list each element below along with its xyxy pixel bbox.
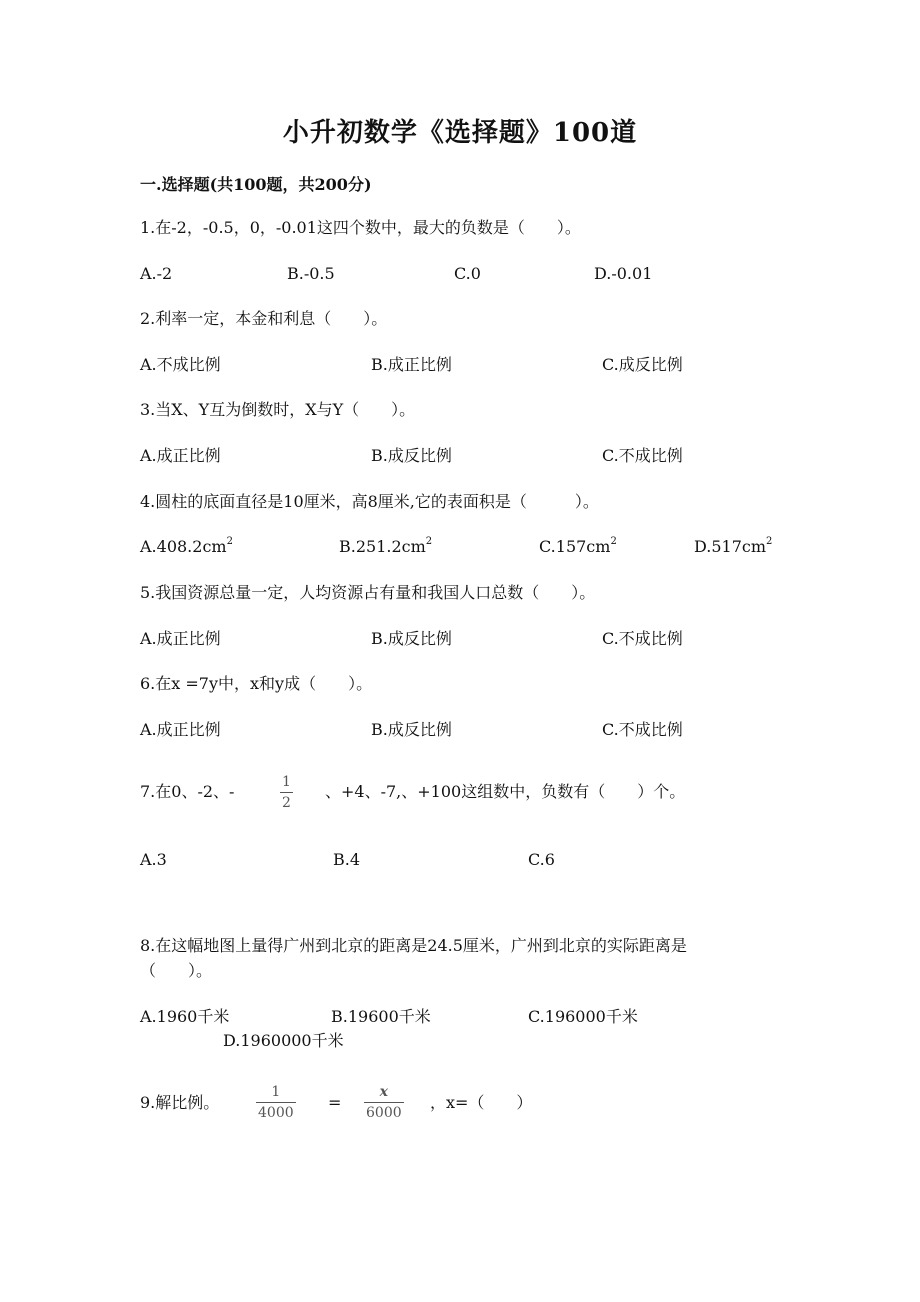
q8-option-c[interactable]: C.196000千米 xyxy=(528,1007,638,1026)
fraction-x-over-6000 xyxy=(364,1084,404,1121)
q4-option-a[interactable] xyxy=(140,536,233,558)
fraction-bar xyxy=(364,1102,404,1103)
q3-option-b[interactable]: B.成反比例 xyxy=(371,446,452,465)
q2-option-b[interactable]: B.成正比例 xyxy=(371,355,452,374)
q4-option-b-text: B.251.2cm xyxy=(339,537,426,556)
superscript: 2 xyxy=(610,535,617,547)
q1-option-c[interactable]: C.0 xyxy=(454,264,481,283)
q5-option-c[interactable]: C.不成比例 xyxy=(602,629,683,648)
q1-option-b[interactable]: B.-0.5 xyxy=(287,264,335,283)
fraction-denominator: 6000 xyxy=(366,1105,402,1121)
question-8-line-2: （ ）。 xyxy=(140,961,213,980)
q4-option-a-text: A.408.2cm xyxy=(140,537,227,556)
fraction-numerator: 1 xyxy=(271,1084,281,1100)
q7-option-c[interactable]: C.6 xyxy=(528,850,555,869)
question-1: 1.在-2，-0.5，0，-0.01这四个数中，最大的负数是（ ）。 xyxy=(140,218,581,237)
q3-option-a[interactable]: A.成正比例 xyxy=(140,446,221,465)
question-7-start: 7.在0、-2、- xyxy=(140,782,235,801)
page-title: 小升初数学《选择题》100道 xyxy=(282,118,638,148)
q8-option-d[interactable]: D.1960000千米 xyxy=(223,1031,344,1050)
fraction-denominator: 4000 xyxy=(258,1105,294,1121)
q3-option-c[interactable]: C.不成比例 xyxy=(602,446,683,465)
question-9-end: ，x=（ ） xyxy=(430,1093,533,1112)
q4-option-c[interactable] xyxy=(539,536,617,558)
fraction-1-over-4000 xyxy=(256,1084,296,1121)
question-4: 4.圆柱的底面直径是10厘米，高8厘米,它的表面积是（ ）。 xyxy=(140,492,599,511)
q8-option-a[interactable]: A.1960千米 xyxy=(140,1007,230,1026)
question-2: 2.利率一定，本金和利息（ ）。 xyxy=(140,309,388,328)
question-6: 6.在x =7y中，x和y成（ ）。 xyxy=(140,674,373,693)
q6-option-b[interactable]: B.成反比例 xyxy=(371,720,452,739)
q7-option-b[interactable]: B.4 xyxy=(333,850,361,869)
fraction-denominator: 2 xyxy=(282,795,291,811)
q4-option-d-text: D.517cm xyxy=(694,537,767,556)
q5-option-a[interactable]: A.成正比例 xyxy=(140,629,221,648)
q4-option-d[interactable] xyxy=(694,536,772,558)
q8-option-b[interactable]: B.19600千米 xyxy=(331,1007,431,1026)
question-3: 3.当X、Y互为倒数时，X与Y（ ）。 xyxy=(140,400,416,419)
section-heading: 一.选择题(共100题，共200分) xyxy=(140,175,372,194)
q6-option-c[interactable]: C.不成比例 xyxy=(602,720,683,739)
q1-option-d[interactable]: D.-0.01 xyxy=(594,264,653,283)
q1-option-a[interactable]: A.-2 xyxy=(140,264,173,283)
superscript: 2 xyxy=(226,535,233,547)
fraction-one-half xyxy=(280,774,293,811)
q7-option-a[interactable]: A.3 xyxy=(140,850,167,869)
superscript: 2 xyxy=(766,535,773,547)
question-9-start: 9.解比例。 xyxy=(140,1093,220,1112)
equals-sign: = xyxy=(328,1093,342,1112)
q6-option-a[interactable]: A.成正比例 xyxy=(140,720,221,739)
fraction-bar xyxy=(256,1102,296,1103)
q5-option-b[interactable]: B.成反比例 xyxy=(371,629,452,648)
superscript: 2 xyxy=(425,535,433,547)
fraction-bar xyxy=(280,792,293,793)
q4-option-c-text: C.157cm xyxy=(539,537,611,556)
q4-option-b[interactable] xyxy=(339,536,432,558)
q2-option-a[interactable]: A.不成比例 xyxy=(140,355,221,374)
question-5: 5.我国资源总量一定，人均资源占有量和我国人口总数（ ）。 xyxy=(140,583,596,602)
question-8-line-1: 8.在这幅地图上量得广州到北京的距离是24.5厘米，广州到北京的实际距离是 xyxy=(140,936,687,955)
q2-option-c[interactable]: C.成反比例 xyxy=(602,355,683,374)
fraction-numerator: x xyxy=(379,1084,388,1100)
fraction-numerator: 1 xyxy=(282,774,291,790)
question-7-end: 、+4、-7,、+100这组数中，负数有（ ）个。 xyxy=(325,782,686,801)
